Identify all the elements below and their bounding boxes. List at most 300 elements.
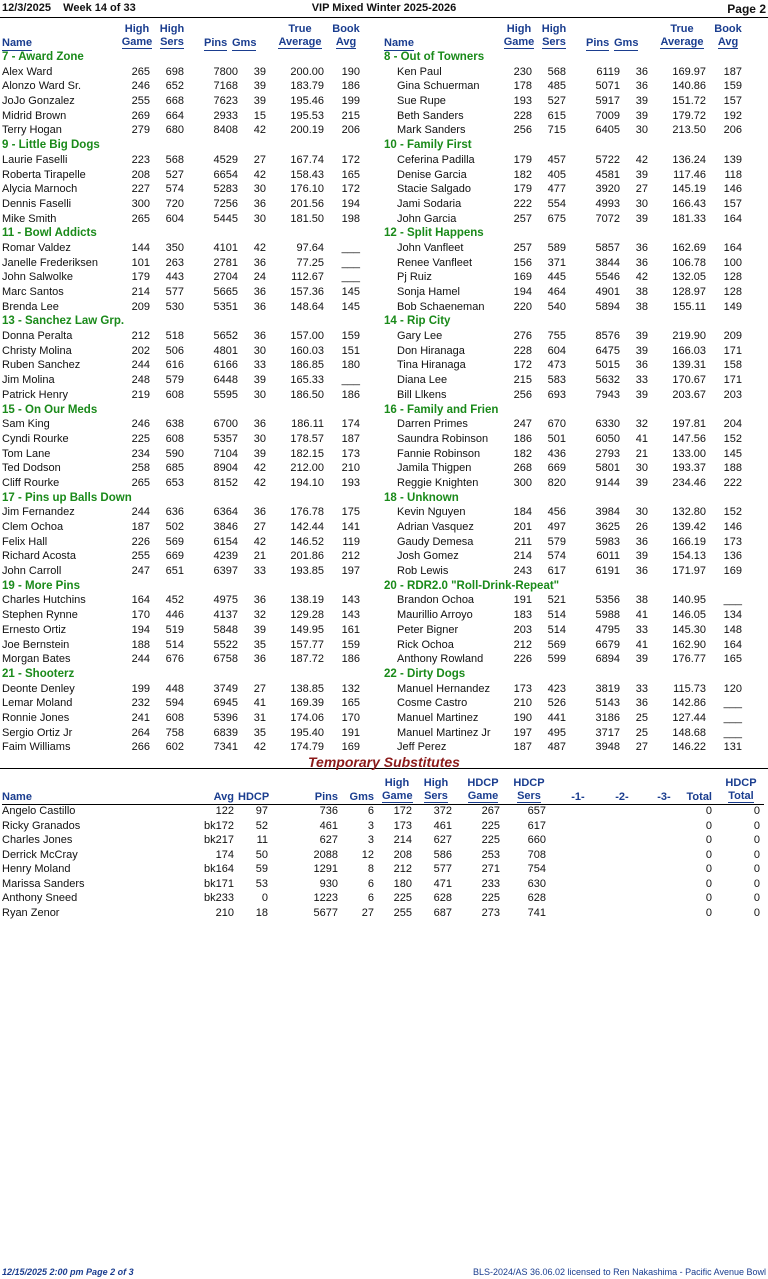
- book-average: 192: [723, 109, 742, 122]
- player-row: [2, 461, 384, 476]
- player-row: [384, 373, 766, 388]
- true-average: 132.05: [672, 271, 706, 284]
- sub-hdcp: 11: [256, 834, 268, 846]
- game-label: Game: [503, 36, 535, 48]
- book-average: 145: [341, 286, 360, 298]
- pins: 8576: [595, 330, 620, 343]
- pins: 4137: [213, 609, 238, 622]
- high-game: 199: [131, 682, 150, 695]
- player-name: Patrick Henry: [2, 388, 69, 401]
- true-average: 195.46: [290, 95, 324, 108]
- true-average: 140.86: [672, 80, 706, 93]
- book-average: 187: [723, 65, 742, 78]
- player-name: Sergio Ortiz Jr: [2, 726, 73, 739]
- pins: 3625: [595, 521, 620, 533]
- pins: 2704: [213, 271, 238, 284]
- true-average: 145.19: [672, 183, 706, 196]
- games: 36: [253, 286, 266, 298]
- true-average: 176.77: [672, 653, 706, 666]
- pins: 5988: [595, 609, 620, 622]
- player-name: Anthony Rowland: [397, 653, 484, 666]
- pins: 3186: [595, 711, 620, 724]
- high-series: 473: [547, 359, 566, 372]
- book-average: 215: [341, 109, 360, 122]
- sub-total: 0: [705, 906, 712, 919]
- sub-hdcp-game: 253: [481, 848, 500, 861]
- high-series: 519: [165, 623, 184, 636]
- true-average: 106.78: [672, 256, 706, 269]
- true-average: 179.72: [672, 109, 706, 122]
- player-row: [2, 270, 384, 285]
- pins: 6166: [213, 359, 238, 372]
- high-series: 464: [547, 286, 566, 298]
- high-series: 569: [547, 638, 566, 651]
- games: 38: [635, 594, 648, 607]
- team-name: 15 - On Our Meds: [2, 403, 98, 416]
- player-name: Don Hiranaga: [397, 344, 465, 357]
- player-row: [384, 432, 766, 447]
- high-game: 182: [513, 447, 532, 460]
- player-row: [2, 212, 384, 227]
- player-row: [384, 740, 766, 755]
- player-row: [384, 696, 766, 711]
- games: 33: [253, 565, 266, 578]
- footer-left: 12/15/2025 2:00 pm Page 2 of 3: [2, 1267, 134, 1277]
- pins: 4529: [213, 153, 238, 166]
- high-series: 615: [547, 109, 566, 122]
- high-game: 202: [131, 344, 150, 357]
- player-row: [384, 182, 766, 197]
- pins: 5652: [213, 330, 238, 343]
- player-row: [2, 358, 384, 373]
- high-game: 258: [131, 462, 150, 475]
- sub-row: [2, 819, 764, 834]
- high-series: 487: [547, 741, 566, 754]
- player-name: Stacie Salgado: [397, 183, 471, 196]
- player-row: [2, 432, 384, 447]
- true-average: 219.90: [672, 330, 706, 343]
- sers-label: Sers: [542, 36, 566, 48]
- book-average: 145: [341, 300, 360, 313]
- player-row: [384, 388, 766, 403]
- book-average: 143: [341, 609, 360, 622]
- true-average: 157.36: [290, 286, 324, 298]
- true-average: 167.74: [290, 153, 324, 166]
- player-row: [2, 520, 384, 535]
- games: 30: [253, 212, 266, 225]
- games: 39: [635, 344, 648, 357]
- high-game: 179: [513, 153, 532, 166]
- report-header: [2, 2, 766, 16]
- book-average: 157: [723, 95, 742, 108]
- true-average: 166.43: [672, 197, 706, 210]
- book-label: Book: [714, 23, 742, 35]
- player-row: [384, 593, 766, 608]
- left-column: [2, 22, 384, 755]
- book-average: 169: [723, 565, 742, 578]
- player-name: Manuel Martinez Jr: [397, 726, 491, 739]
- games: 36: [253, 594, 266, 607]
- player-name: Rob Lewis: [397, 565, 449, 578]
- sub-hdcp: 97: [255, 805, 268, 817]
- sub-row: [2, 848, 764, 863]
- player-name: Brandon Ochoa: [397, 594, 475, 607]
- player-row: [384, 241, 766, 256]
- high-series: 526: [547, 697, 566, 710]
- sub-name: Charles Jones: [2, 834, 73, 846]
- sub-hdcp-header: HDCP: [238, 791, 270, 803]
- true-average: 183.79: [290, 80, 324, 93]
- sub-games: 3: [367, 834, 374, 846]
- book-average: 132: [341, 682, 360, 695]
- average-label: Average: [660, 36, 704, 48]
- sub-hdcp-total: 0: [753, 877, 760, 890]
- high-game: 184: [513, 506, 532, 519]
- book-average: 136: [723, 550, 742, 563]
- high-series: 405: [547, 168, 566, 181]
- book-average: 191: [341, 726, 360, 739]
- games: 39: [253, 80, 266, 93]
- true-average: 146.05: [672, 609, 706, 622]
- games: 39: [635, 109, 648, 122]
- player-name: Stephen Rynne: [2, 609, 78, 622]
- pins: 6119: [596, 65, 620, 78]
- book-average: 204: [723, 418, 742, 431]
- sub-row: [2, 877, 764, 892]
- games: 21: [635, 447, 648, 460]
- true-average: 165.33: [290, 374, 324, 387]
- sub-name: Anthony Sneed: [2, 892, 78, 904]
- games: 36: [253, 653, 266, 666]
- high-series: 477: [547, 183, 566, 196]
- true-average: 157.77: [290, 638, 324, 651]
- high-game: 197: [513, 726, 532, 739]
- high-series: 755: [547, 330, 566, 343]
- player-row: [2, 608, 384, 623]
- book-average: 152: [723, 506, 742, 519]
- true-average: 176.10: [290, 183, 324, 196]
- pins: 5848: [213, 623, 238, 636]
- pins: 4795: [595, 623, 620, 636]
- high-series: 448: [165, 682, 184, 695]
- team-name: 19 - More Pins: [2, 579, 80, 592]
- player-row: [384, 623, 766, 638]
- player-row: [384, 94, 766, 109]
- team-name: 13 - Sanchez Law Grp.: [2, 315, 125, 328]
- pins: 7943: [595, 388, 620, 401]
- true-average: 139.31: [672, 359, 706, 372]
- sub-hdcp-game: 225: [481, 892, 500, 904]
- pins: 4801: [213, 344, 238, 357]
- high-series: 518: [165, 330, 184, 343]
- pins: 3819: [595, 682, 620, 695]
- gms-header: Gms: [614, 37, 639, 49]
- high-sers-header: [539, 23, 569, 49]
- player-row: [384, 520, 766, 535]
- sub-avg: 174: [215, 848, 234, 861]
- games: 30: [253, 432, 266, 445]
- true-average: 138.85: [290, 682, 324, 695]
- pins: 5595: [213, 388, 238, 401]
- games: 39: [635, 653, 648, 666]
- sub-pins: 627: [319, 834, 338, 846]
- sub-high-game: 212: [393, 863, 412, 875]
- sub-name: Marissa Sanders: [2, 877, 85, 890]
- games: 30: [253, 344, 266, 357]
- games: 36: [253, 506, 266, 519]
- book-average: 210: [341, 462, 360, 475]
- sub-pins: 5677: [313, 906, 338, 919]
- header-line-1: High: [384, 777, 410, 789]
- player-name: Jami Sodaria: [397, 197, 462, 210]
- true-average: 200.00: [290, 65, 324, 78]
- high-series: 456: [547, 506, 566, 519]
- true-average: 195.40: [290, 726, 324, 739]
- book-average: 134: [723, 609, 742, 622]
- games: 42: [253, 124, 266, 137]
- book-label: Book: [332, 23, 360, 35]
- high-game: 300: [513, 476, 532, 489]
- high-game: 247: [513, 418, 532, 431]
- games: 33: [635, 623, 648, 636]
- player-name: Maurillio Arroyo: [397, 609, 473, 622]
- pins: 5143: [595, 697, 620, 710]
- player-name: Alycia Marnoch: [2, 183, 78, 196]
- sub-pins: 461: [319, 819, 338, 832]
- sub-hdcp: 52: [255, 819, 268, 832]
- player-name: John Garcia: [397, 212, 457, 225]
- pins: 6839: [213, 726, 238, 739]
- high-series: 497: [547, 521, 566, 533]
- header-line-2: Total: [728, 790, 754, 802]
- games: 38: [635, 300, 648, 313]
- player-name: Diana Lee: [397, 374, 448, 387]
- player-row: [384, 256, 766, 271]
- high-game: 230: [513, 65, 532, 78]
- pins: 2933: [213, 109, 238, 122]
- true-average: 166.03: [672, 344, 706, 357]
- games: 36: [253, 418, 266, 431]
- book-average: 175: [341, 506, 360, 519]
- games: 42: [253, 168, 266, 181]
- true-average: 149.95: [290, 623, 324, 636]
- high-series: 608: [165, 388, 184, 401]
- high-label: High: [506, 23, 532, 35]
- high-game: 172: [513, 359, 532, 372]
- high-series: 514: [547, 609, 566, 622]
- true-average: 158.43: [290, 168, 324, 181]
- high-series: 568: [165, 153, 184, 166]
- sub-hdcp-total: 0: [753, 819, 760, 832]
- league-title: VIP Mixed Winter 2025-2026: [311, 2, 457, 14]
- games: 30: [635, 124, 648, 137]
- player-row: [2, 505, 384, 520]
- name-header: Name: [2, 37, 32, 49]
- high-game: 222: [513, 197, 532, 210]
- player-row: [384, 79, 766, 94]
- book-average: 186: [341, 80, 360, 93]
- high-game: 265: [131, 212, 150, 225]
- sub-hdcp-series: 617: [527, 819, 546, 832]
- high-series: 599: [547, 653, 566, 666]
- high-series: 617: [547, 565, 566, 578]
- true-average: 138.19: [290, 594, 324, 607]
- pins: 6364: [213, 506, 238, 519]
- high-series: 514: [547, 623, 566, 636]
- sub-game-2-header: -2-: [606, 791, 638, 805]
- player-name: Ken Paul: [397, 65, 442, 78]
- player-row: [384, 270, 766, 285]
- high-game: 269: [131, 109, 150, 122]
- pins: 6475: [595, 344, 620, 357]
- pins-header: Pins: [586, 37, 610, 49]
- player-name: Faim Williams: [2, 741, 71, 754]
- games: 39: [635, 212, 648, 225]
- book-average: 173: [341, 447, 360, 460]
- book-average: 146: [723, 183, 742, 196]
- high-game: 241: [131, 711, 150, 724]
- player-name: Sam King: [2, 418, 50, 431]
- sub-high-game: 214: [393, 834, 412, 846]
- high-game: 183: [513, 609, 532, 622]
- pins: 2793: [595, 447, 620, 460]
- high-series: 423: [547, 682, 566, 695]
- high-game: 256: [513, 388, 532, 401]
- sub-avg-header: Avg: [192, 791, 234, 805]
- player-row: [2, 197, 384, 212]
- sub-hdcp: 0: [261, 892, 268, 904]
- high-series: 502: [165, 521, 184, 533]
- sub-avg: bk171: [204, 877, 234, 890]
- sub-name: Ricky Granados: [2, 819, 81, 832]
- true-average: 200.19: [290, 124, 324, 137]
- player-name: Bob Schaeneman: [397, 300, 485, 313]
- true-average: 154.13: [672, 550, 706, 563]
- games: 27: [635, 183, 648, 196]
- player-name: Manuel Hernandez: [397, 682, 490, 695]
- pins: 5632: [595, 374, 620, 387]
- high-series: 527: [165, 168, 184, 181]
- player-row: [2, 388, 384, 403]
- team-name: 9 - Little Big Dogs: [2, 139, 100, 152]
- player-row: [2, 623, 384, 638]
- player-name: Charles Hutchins: [2, 594, 86, 607]
- header-line-1: HDCP: [725, 777, 757, 789]
- high-series: 715: [547, 124, 566, 137]
- high-series: 669: [165, 550, 184, 563]
- sub-games: 12: [361, 848, 374, 861]
- player-name: Dennis Faselli: [2, 197, 72, 210]
- sub-hdcp-total: 0: [753, 834, 760, 846]
- sub-total: 0: [705, 877, 712, 890]
- sub-row: [2, 862, 764, 877]
- sub-total: 0: [705, 863, 712, 875]
- book-average: 187: [341, 432, 360, 445]
- true-average: 112.67: [291, 271, 324, 284]
- sub-total-header: Total: [674, 791, 712, 805]
- player-name: Darren Primes: [397, 418, 468, 431]
- high-series: 636: [165, 506, 184, 519]
- high-game: 266: [131, 741, 150, 754]
- true-average: 201.56: [290, 197, 324, 210]
- pins: 5445: [213, 212, 238, 225]
- player-row: [2, 682, 384, 697]
- pins: 4239: [213, 550, 238, 563]
- player-row: [2, 300, 384, 315]
- high-series: 638: [165, 418, 184, 431]
- team-name: 11 - Bowl Addicts: [2, 227, 97, 240]
- true-average: 160.03: [290, 344, 324, 357]
- high-label: High: [124, 23, 150, 35]
- high-series: 653: [165, 476, 184, 489]
- true-average: 117.46: [673, 168, 706, 181]
- high-series: 506: [165, 344, 184, 357]
- sub-high-game: 172: [393, 805, 412, 817]
- pins: 5917: [595, 95, 620, 108]
- book-average: 209: [723, 330, 742, 343]
- pins: 8904: [213, 462, 238, 475]
- book-average: 197: [341, 565, 360, 578]
- avg-label: Avg: [335, 36, 357, 48]
- high-series: 579: [165, 374, 184, 387]
- true-average: 194.10: [290, 476, 324, 489]
- high-game: 190: [513, 711, 532, 724]
- team-name: 7 - Award Zone: [2, 51, 84, 63]
- high-game: 178: [513, 80, 532, 93]
- sub-game-3-header: -3-: [648, 791, 680, 805]
- book-average: 165: [723, 653, 742, 666]
- team-name: 21 - Shooterz: [2, 667, 75, 680]
- high-series: 436: [547, 447, 566, 460]
- player-name: Cosme Castro: [397, 697, 468, 710]
- pins: 3948: [595, 741, 620, 754]
- high-game: 169: [513, 271, 532, 284]
- pins: 6397: [213, 565, 238, 578]
- pins: 5857: [595, 241, 620, 254]
- high-series: 758: [165, 726, 184, 739]
- header-rule: [0, 17, 768, 18]
- games: 30: [253, 183, 266, 196]
- true-average: 169.39: [290, 697, 324, 710]
- sub-hdcp-game: 233: [481, 877, 500, 890]
- book-average: 143: [341, 594, 360, 607]
- high-game: 244: [131, 359, 150, 372]
- player-name: Laurie Faselli: [2, 153, 68, 166]
- high-series: 350: [165, 241, 184, 254]
- column-header: [384, 22, 766, 50]
- true-average: 186.50: [290, 388, 324, 401]
- book-average: 188: [723, 462, 742, 475]
- pins: 3844: [595, 256, 620, 269]
- player-name: Roberta Tirapelle: [2, 168, 86, 181]
- pins: 6758: [213, 653, 238, 666]
- footer-right: BLS-2024/AS 36.06.02 licensed to Ren Nakashima - Pacific Avenue Bowl: [472, 1267, 766, 1277]
- pins: 6945: [213, 697, 238, 710]
- high-game: 179: [131, 271, 150, 284]
- high-game: 209: [131, 300, 150, 313]
- book-average: 118: [724, 168, 742, 181]
- book-average: 149: [723, 300, 742, 313]
- sub-high-game-header: [382, 777, 412, 803]
- true-average: 129.28: [290, 609, 324, 622]
- games: 39: [253, 374, 266, 387]
- player-row: [384, 344, 766, 359]
- player-name: Ted Dodson: [2, 462, 61, 475]
- true-average: 162.90: [672, 638, 706, 651]
- true-label: True: [288, 23, 312, 35]
- games: 42: [253, 241, 266, 254]
- high-game: 182: [513, 168, 532, 181]
